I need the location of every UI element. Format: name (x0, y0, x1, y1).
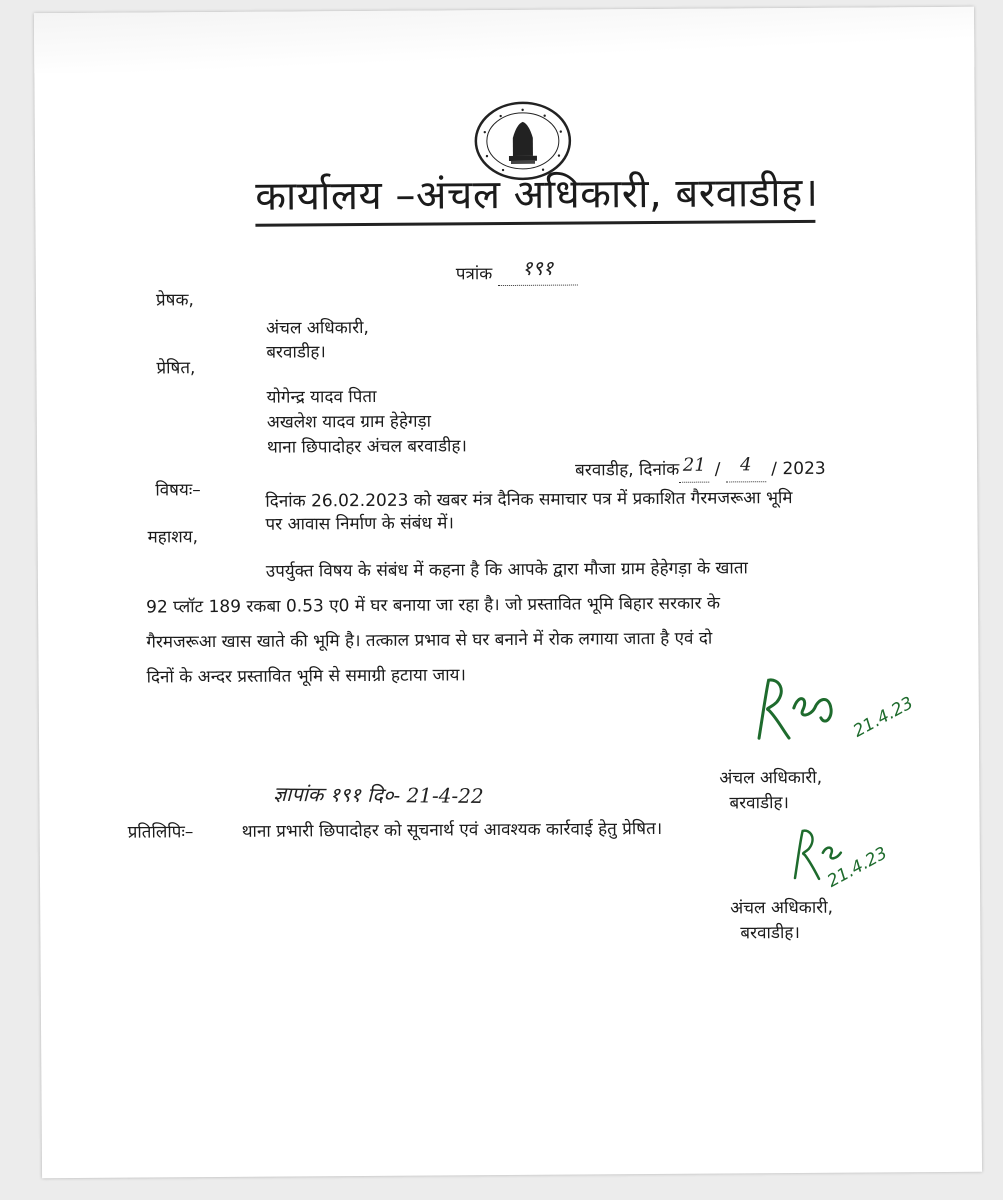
body-line-2: 92 प्लॉट 189 रकबा 0.53 ए0 में घर बनाया जा रहा है। जो प्रस्तावित भूमि बिहार सरकार के (146, 593, 721, 618)
sender-line-1: अंचल अधिकारी, (266, 317, 370, 339)
letter-number-value: १९१ (521, 255, 554, 280)
signature-2-date: 21.4.23 (824, 843, 891, 892)
signature-2 (785, 822, 891, 897)
signature-1-place: बरवाडीह। (729, 793, 790, 814)
recipient-line-3: थाना छिपादोहर अंचल बरवाडीह। (266, 436, 467, 458)
signature-2-place: बरवाडीह। (740, 922, 800, 944)
body-line-1: उपर्युक्त विषय के संबंध में कहना है कि आपके द्वारा मौजा ग्राम हेहेगड़ा के खाता (265, 558, 748, 582)
letter-number-label: पत्रांक (455, 264, 493, 285)
copy-label: प्रतिलिपिः– (127, 822, 194, 843)
recipient-line-1: योगेन्द्र यादव पिता (266, 386, 377, 408)
signature-2-title: अंचल अधिकारी, (730, 897, 834, 919)
signature-1 (739, 667, 917, 762)
body-line-4: दिनों के अन्दर प्रस्तावित भूमि से समाग्री हटाया जाय। (146, 665, 466, 688)
letter-number (455, 255, 578, 287)
handwritten-memo-reference: ज्ञापांक १९१ दि०- 21-4-22 (273, 781, 484, 809)
sender-line-2: बरवाडीह। (266, 342, 326, 363)
date-day: 21 (682, 454, 706, 476)
subject-line-2: पर आवास निर्माण के संबंध में। (265, 513, 454, 535)
copy-text: थाना प्रभारी छिपादोहर को सूचनार्थ एवं आवश्यक कार्रवाई हेतु प्रेषित। (241, 818, 663, 842)
date-place-label: बरवाडीह, दिनांक (575, 459, 680, 481)
recipient-label: प्रेषित, (156, 358, 196, 379)
letter-paper (34, 7, 982, 1179)
handwritten-signature-icon (739, 667, 880, 758)
sender-label: प्रेषक, (155, 290, 194, 311)
signature-1-date: 21.4.23 (850, 693, 917, 742)
subject-label: विषयः– (155, 480, 201, 501)
recipient-line-2: अखलेश यादव ग्राम हेहेगड़ा (266, 411, 432, 433)
office-heading: कार्यालय –अंचल अधिकारी, बरवाडीह। (255, 163, 815, 227)
signature-1-title: अंचल अधिकारी, (719, 767, 823, 789)
subject-line-1: दिनांक 26.02.2023 को खबर मंत्र दैनिक समाचार पत्र में प्रकाशित गैरमजरूआ भूमि (265, 488, 793, 512)
salutation: महाशय, (147, 527, 199, 548)
date-month: 4 (740, 454, 752, 476)
date-year: 2023 (782, 458, 826, 480)
paper-fold-shadow (34, 7, 974, 74)
body-line-3: गैरमजरूआ खास खाते की भूमि है। तत्काल प्रभाव से घर बनाने में रोक लगाया जाता है एवं दो (146, 628, 713, 653)
letter-date: बरवाडीह, दिनांक 21 / 4 / 2023 (575, 454, 826, 481)
